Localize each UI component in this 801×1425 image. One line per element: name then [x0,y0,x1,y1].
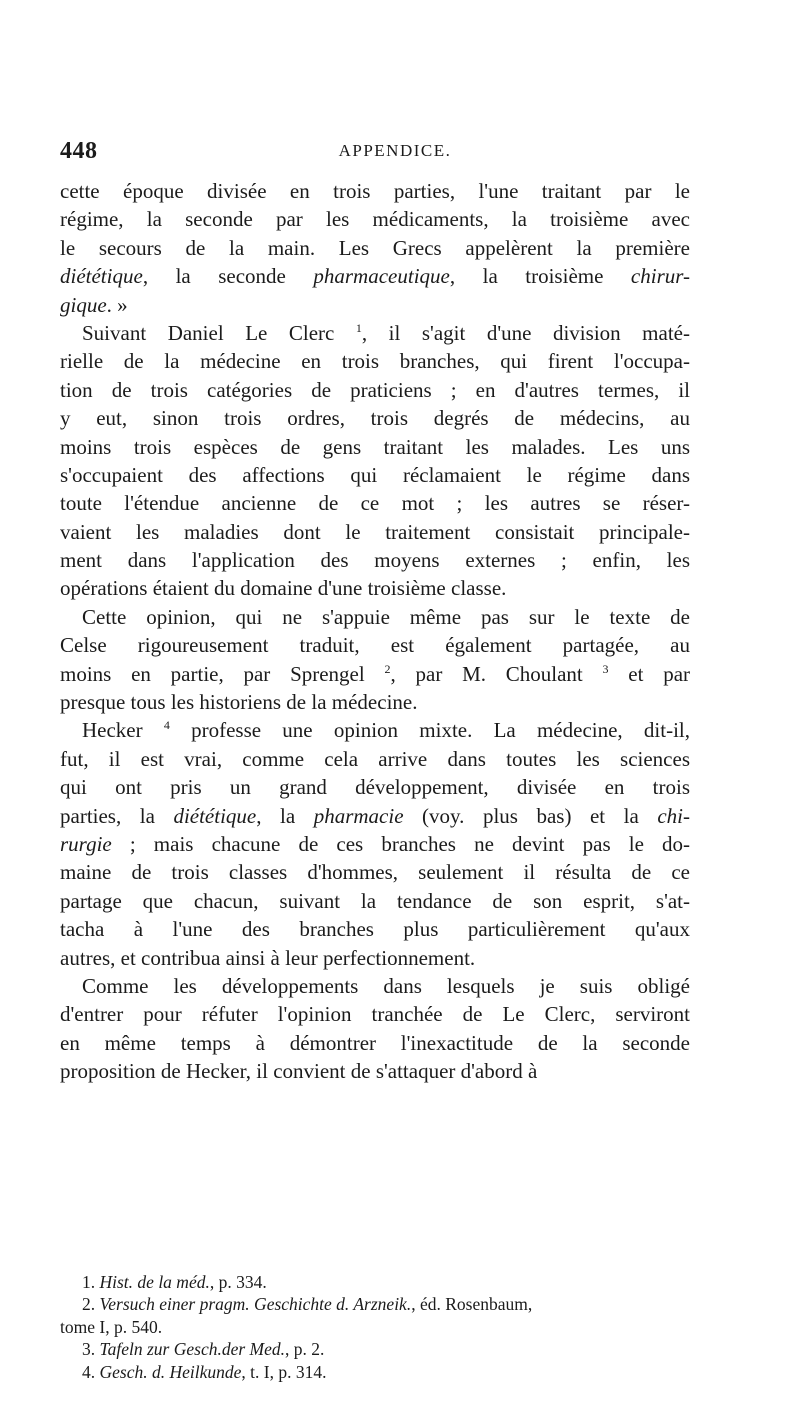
italic-term: pharmacie [313,803,404,828]
text-line [60,234,690,262]
text-run: Celse rigoureusement traduit, est également partagée, au [60,633,690,658]
text-line [60,574,690,602]
text-run: presque tous les historiens de la médecine. [60,690,418,715]
text-run: professe une opinion mixte. La médecine, dit-il, [169,718,690,743]
text-line [60,518,690,546]
text-run: autres, et contribua ainsi à leur perfectionnement. [60,945,476,970]
text-run: , la [256,803,314,828]
text-line [60,347,690,375]
text-run: y eut, sinon trois ordres, trois degrés de médecins, au [60,406,690,431]
text-run: cette époque divisée en trois parties, l'une traitant par le [60,179,690,203]
italic-term: gique [60,292,107,317]
text-line [60,291,690,319]
text-run: rielle de la médecine en trois branches, qui firent l'occupa- [60,349,690,374]
text-run: . » [106,292,128,317]
text-run: toute l'étendue ancienne de ce mot ; les autres se réser- [60,491,690,516]
text-run: et par [608,661,690,686]
text-run: moins trois espèces de gens traitant les malades. Les uns [60,434,690,459]
footnotes [60,1271,690,1383]
text-run: maine de trois classes d'hommes, seulement il résulta de ce [60,860,690,885]
text-line [60,205,690,233]
italic-term: pharmaceutique [313,264,450,289]
text-line [60,660,690,688]
text-line [60,1000,690,1028]
text-run: , la seconde [142,264,314,289]
text-run: régime, la seconde par les médicaments, la troisième avec [60,207,690,232]
text-line [60,716,690,744]
text-run: Suivant Daniel Le Clerc [82,320,356,345]
text-line [60,177,690,205]
text-run: ; mais chacune de ces branches ne devint pas le do- [111,831,690,856]
text-run: tion de trois catégories de praticiens ; en d'autres termes, il [60,377,690,402]
footnote-line [60,1361,690,1383]
text-run: Hecker [82,718,164,743]
italic-term: diététique [173,803,257,828]
text-run: , il s'agit d'une division maté- [361,320,690,345]
footnote-ref: 1 [355,320,362,335]
italic-term: Versuch einer pragm. Geschichte d. Arzneik. [99,1294,412,1315]
text-line [60,802,690,830]
italic-term: Gesch. d. Heilkunde [99,1361,242,1382]
text-line [60,972,690,1000]
text-line [60,461,690,489]
footnote-ref: 2 [384,661,391,676]
text-run: Cette opinion, qui ne s'appuie même pas sur le texte de [82,604,690,629]
text-line [60,858,690,886]
text-run: en même temps à démontrer l'inexactitude de la seconde [60,1030,690,1055]
text-run: vaient les maladies dont le traitement consistait principale- [60,519,690,544]
text-run: 2. [82,1294,100,1315]
text-line [60,433,690,461]
text-line [60,404,690,432]
text-line [60,376,690,404]
page-header [60,138,690,168]
text-run: moins en partie, par Sprengel [60,661,385,686]
text-line [60,603,690,631]
text-run: s'occupaient des affections qui réclamaient le régime dans [60,462,690,487]
body-text [60,177,690,1086]
text-run: opérations étaient du domaine d'une troisième classe. [60,576,507,601]
text-line [60,773,690,801]
text-run: ment dans l'application des moyens externes ; enfin, les [60,548,690,573]
page-number: 448 [60,138,98,164]
italic-term: Tafeln zur Gesch.der Med. [99,1339,286,1360]
text-line [60,631,690,659]
text-line [60,262,690,290]
text-run: 3. [82,1339,100,1360]
text-run: fut, il est vrai, comme cela arrive dans toutes les sciences [60,746,690,771]
text-run: partage que chacun, suivant la tendance de son esprit, s'at- [60,888,690,913]
footnote-line [60,1338,690,1360]
text-run: Comme les développements dans lesquels je suis obligé [82,973,690,998]
text-run: tome I, p. 540. [60,1316,163,1337]
text-run: , t. I, p. 314. [241,1361,327,1382]
text-run: le secours de la main. Les Grecs appelèrent la première [60,235,690,260]
running-head: APPENDICE. [338,141,452,160]
text-run: , p. 334. [209,1272,267,1292]
text-run: , éd. Rosenbaum, [411,1294,533,1315]
footnote-line [60,1316,690,1338]
text-line [60,1057,690,1085]
text-run: tacha à l'une des branches plus particulièrement qu'aux [60,917,690,942]
text-line [60,546,690,574]
italic-term: rurgie [60,831,112,856]
italic-term: chirur- [630,264,690,289]
italic-term: diététique [60,264,143,289]
text-run: qui ont pris un grand développement, divisée en trois [60,775,690,800]
text-line [60,830,690,858]
text-line [60,688,690,716]
footnote-ref: 4 [163,718,170,733]
footnote-line [60,1271,690,1293]
italic-term: Hist. de la méd. [99,1272,210,1292]
text-line [60,745,690,773]
text-run: d'entrer pour réfuter l'opinion tranchée de Le Clerc, serviront [60,1002,690,1027]
text-run: , p. 2. [285,1339,325,1360]
text-line [60,915,690,943]
text-run: 1. [82,1272,100,1292]
text-line [60,1029,690,1057]
text-run: proposition de Hecker, il convient de s'attaquer d'abord à [60,1059,538,1084]
text-run: (voy. plus bas) et la [403,803,658,828]
footnote-line [60,1293,690,1315]
text-run: parties, la [60,803,174,828]
text-line [60,887,690,915]
text-line [60,319,690,347]
text-line [60,944,690,972]
text-run: , la troisième [449,264,631,289]
text-run: 4. [82,1361,100,1382]
italic-term: chi- [657,803,690,828]
footnote-ref: 3 [602,661,609,676]
text-run: , par M. Choulant [390,661,603,686]
text-line [60,489,690,517]
